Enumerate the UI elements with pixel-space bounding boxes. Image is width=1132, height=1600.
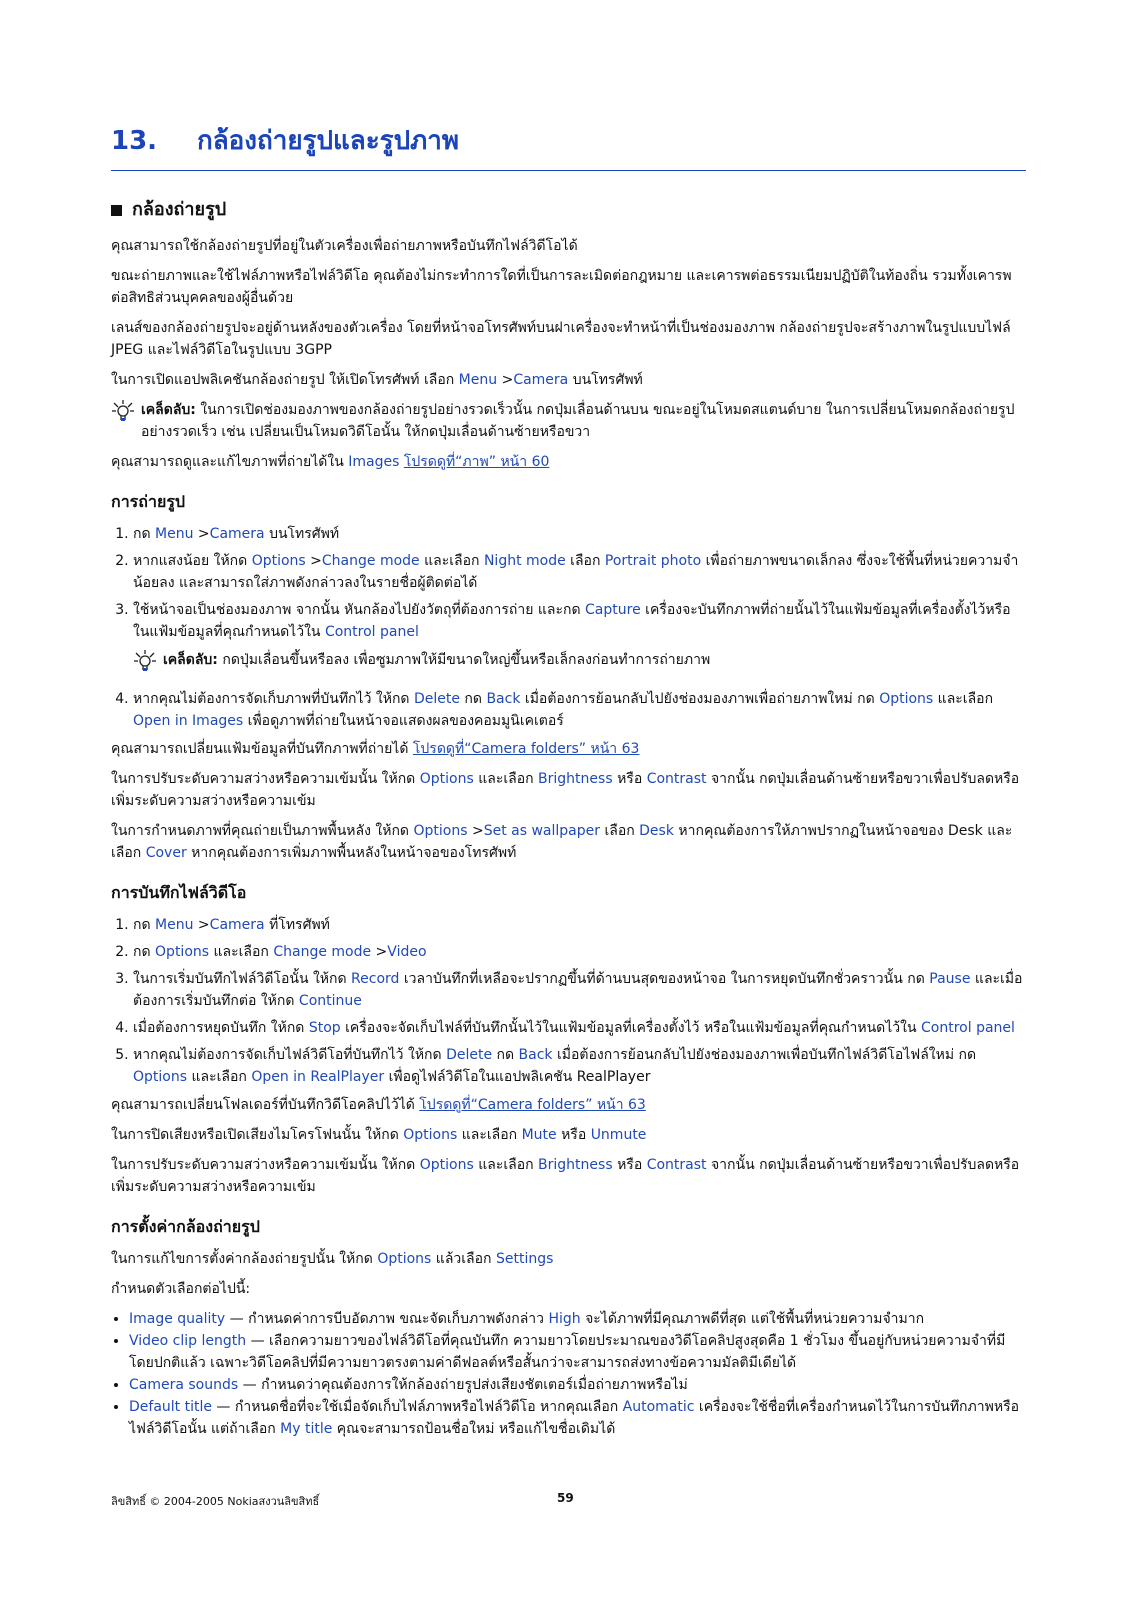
list-item: 1. กด Menu >Camera บนโทรศัพท์ [133, 523, 1026, 545]
list-item: 3. ใช้หน้าจอเป็นช่องมองภาพ จากนั้น หันกล้องไปยังวัตถุที่ต้องการถ่าย และกด Capture เครื่องจะบันทึกภาพที่ถ่ายนั้นไว้ในแฟ้มข้อมูลที่เครื่องตั้งไว้หรือในแฟ้มข้อมูลที่คุณกำหนดไว้ใน Control panel เคล็ดลับ: กดปุ่มเลื่อนขึ้นหรือลง เพื่อซูมภาพให้มีขนาดใหญ่ขึ้นหรือเล็กลงก่อนทำการถ่ายภาพ [133, 599, 1026, 680]
intro-paragraph: ขณะถ่ายภาพและใช้ไฟล์ภาพหรือไฟล์วิดีโอ คุณต้องไม่กระทำการใดที่เป็นการละเมิดต่อกฎหมาย และเคารพต่อธรรมเนียมปฏิบัติในท้องถิ่น รวมทั้งเคารพต่อสิทธิส่วนบุคคลของผู้อื่นด้วย [111, 268, 1012, 306]
list-item: 3. ในการเริ่มบันทึกไฟล์วิดีโอนั้น ให้กด Record เวลาบันทึกที่เหลือจะปรากฏขึ้นที่ด้านบนสุดของหน้าจอ ในการหยุดบันทึกชั่วคราวนั้น กด Pause และเมื่อต้องการเริ่มบันทึกต่อ ให้กด Continue [133, 968, 1026, 1012]
section-title: กล้องถ่ายรูป [132, 199, 227, 220]
list-item: 5. หากคุณไม่ต้องการจัดเก็บไฟล์วิดีโอที่บันทึกไว้ ให้กด Delete กด Back เมื่อต้องการย้อนกลับไปยังช่องมองภาพเพื่อบันทึกไฟล์วิดีโอไฟล์ใหม่ กด Options และเลือก Open in RealPlayer เพื่อดูไฟล์วิดีโอในแอปพลิเคชัน RealPlayer [133, 1044, 1026, 1088]
page-number: 59 [557, 1491, 574, 1505]
tip-box [111, 399, 1026, 443]
square-bullet-icon [111, 205, 122, 216]
camera-keyword: Camera [513, 372, 569, 388]
body-paragraph: ในการปรับระดับความสว่างหรือความเข้มนั้น ให้กด Options และเลือก Brightness หรือ Contrast จากนั้น กดปุ่มเลื่อนด้านซ้ายหรือขวาเพื่อปรับลดหรือเพิ่มระดับความสว่างหรือความเข้ม [111, 771, 1020, 809]
settings-list [111, 1308, 1026, 1440]
list-item: • Default title — กำหนดชื่อที่จะใช้เมื่อจัดเก็บไฟล์ภาพหรือไฟล์วิดีโอ หากคุณเลือก Automatic เครื่องจะใช้ชื่อที่เครื่องกำหนดไว้ในการบันทึกภาพหรือไฟล์วิดีโอนั้น แต่ถ้าเลือก My title คุณจะสามารถป้อนชื่อใหม่ หรือแก้ไขชื่อเดิมได้ [129, 1396, 1026, 1440]
page-footer [111, 1492, 1026, 1510]
tip-text: เคล็ดลับ: ในการเปิดช่องมองภาพของกล้องถ่ายรูปอย่างรวดเร็วนั้น กดปุ่มเลื่อนด้านบน ขณะอยู่ในโหมดสแตนด์บาย ในการเปลี่ยนโหมดกล้องถ่ายรูปอย่างรวดเร็ว เช่น เปลี่ยนเป็นโหมดวิดีโอนั้น ให้กดปุ่มเลื่อนด้านซ้ายหรือขวา [141, 402, 1015, 440]
list-item: 2. กด Options และเลือก Change mode >Video [133, 941, 1026, 963]
chapter-number: 13. [111, 126, 158, 156]
intro [111, 235, 1026, 473]
section-heading [111, 199, 1026, 221]
body-paragraph: ในการปิดเสียงหรือเปิดเสียงไมโครโฟนนั้น ให้กด Options และเลือก Mute หรือ Unmute [111, 1127, 647, 1143]
lightbulb-icon [111, 399, 141, 443]
camera-folders-link[interactable]: โปรดดูที่“Camera folders” หน้า 63 [419, 1097, 646, 1113]
settings-heading: การตั้งค่ากล้องถ่ายรูป [111, 1217, 260, 1236]
see-images-link[interactable]: โปรดดูที่“ภาพ” หน้า 60 [403, 454, 550, 470]
tip-box [133, 649, 1026, 680]
page-content [111, 126, 1026, 1444]
list-item: 1. กด Menu >Camera ที่โทรศัพท์ [133, 914, 1026, 936]
list-item: 4. เมื่อต้องการหยุดบันทึก ให้กด Stop เครื่องจะจัดเก็บไฟล์ที่บันทึกนั้นไว้ในแฟ้มข้อมูลที่เครื่องตั้งไว้ หรือในแฟ้มข้อมูลที่คุณกำหนดไว้ใน Control panel [133, 1017, 1026, 1039]
list-item: 2. หากแสงน้อย ให้กด Options >Change mode และเลือก Night mode เลือก Portrait photo เพื่อถ่ายภาพขนาดเล็กลง ซึ่งจะใช้พื้นที่หน่วยความจำน้อยลง และสามารถใส่ภาพดังกล่าวลงในรายชื่อผู้ติดต่อได้ [133, 550, 1026, 594]
menu-keyword: Menu [458, 372, 498, 388]
intro-paragraph: คุณสามารถใช้กล้องถ่ายรูปที่อยู่ในตัวเครื่องเพื่อถ่ายภาพหรือบันทึกไฟล์วิดีโอได้ [111, 238, 578, 254]
list-item: • Image quality — กำหนดค่าการบีบอัดภาพ ขณะจัดเก็บภาพดังกล่าว High จะได้ภาพที่มีคุณภาพดีที่สุด แต่ใช้พื้นที่หน่วยความจำมาก [129, 1308, 1026, 1330]
body-paragraph: ในการแก้ไขการตั้งค่ากล้องถ่ายรูปนั้น ให้กด Options แล้วเลือก Settings [111, 1251, 554, 1267]
chapter-title: กล้องถ่ายรูปและรูปภาพ [197, 126, 460, 156]
list-item: • Video clip length — เลือกความยาวของไฟล์วิดีโอที่คุณบันทึก ความยาวโดยประมาณของวิดีโอคลิปสูงสุดคือ 1 ชั่วโมง ขึ้นอยู่กับหน่วยความจำที่มี โดยปกติแล้ว เฉพาะวิดีโอคลิปที่มีความยาวตรงตามค่าดีฟอลต์หรือสั้นกว่าจะสามารถส่งทางข้อความมัลติมีเดียได้ [129, 1330, 1026, 1374]
body-paragraph: ในการกำหนดภาพที่คุณถ่ายเป็นภาพพื้นหลัง ให้กด Options >Set as wallpaper เลือก Desk หากคุณต้องการให้ภาพปรากฏในหน้าจอของ Desk และเลือก Cover หากคุณต้องการเพิ่มภาพพื้นหลังในหน้าจอของโทรศัพท์ [111, 823, 1013, 861]
intro-paragraph: ในการเปิดแอปพลิเคชันกล้องถ่ายรูป ให้เปิดโทรศัพท์ เลือก Menu >Camera บนโทรศัพท์ [111, 372, 643, 388]
camera-folders-link[interactable]: โปรดดูที่“Camera folders” หน้า 63 [412, 741, 640, 757]
body-paragraph: คุณสามารถเปลี่ยนแฟ้มข้อมูลที่บันทึกภาพที่ถ่ายได้ โปรดดูที่“Camera folders” หน้า 63 [111, 741, 640, 757]
list-item: 4. หากคุณไม่ต้องการจัดเก็บภาพที่บันทึกไว้ ให้กด Delete กด Back เมื่อต้องการย้อนกลับไปยังช่องมองภาพเพื่อถ่ายภาพใหม่ กด Options และเลือก Open in Images เพื่อดูภาพที่ถ่ายในหน้าจอแสดงผลของคอมมูนิเคเตอร์ [133, 688, 1026, 732]
lightbulb-icon [133, 649, 163, 680]
tip-text: เคล็ดลับ: กดปุ่มเลื่อนขึ้นหรือลง เพื่อซูมภาพให้มีขนาดใหญ่ขึ้นหรือเล็กลงก่อนทำการถ่ายภาพ [163, 652, 711, 668]
video-steps [111, 914, 1026, 1088]
video-heading: การบันทึกไฟล์วิดีโอ [111, 883, 247, 902]
body-paragraph: ในการปรับระดับความสว่างหรือความเข้มนั้น ให้กด Options และเลือก Brightness หรือ Contrast จากนั้น กดปุ่มเลื่อนด้านซ้ายหรือขวาเพื่อปรับลดหรือเพิ่มระดับความสว่างหรือความเข้ม [111, 1157, 1020, 1195]
copyright: ลิขสิทธิ์ © 2004-2005 Nokiaสงวนลิขสิทธิ์ [111, 1495, 320, 1508]
intro-paragraph: เลนส์ของกล้องถ่ายรูปจะอยู่ด้านหลังของตัวเครื่อง โดยที่หน้าจอโทรศัพท์บนฝาเครื่องจะทำหน้าที่เป็นช่องมองภาพ กล้องถ่ายรูปจะสร้างภาพในรูปแบบไฟล์ JPEG และไฟล์วิดีโอในรูปแบบ 3GPP [111, 320, 1011, 358]
images-keyword: Images [348, 454, 400, 470]
body-paragraph: กำหนดตัวเลือกต่อไปนี้: [111, 1281, 251, 1297]
list-item: • Camera sounds — กำหนดว่าคุณต้องการให้กล้องถ่ายรูปส่งเสียงชัตเตอร์เมื่อถ่ายภาพหรือไม่ [129, 1374, 1026, 1396]
photo-heading: การถ่ายรูป [111, 492, 186, 511]
photo-steps [111, 523, 1026, 732]
chapter-heading [111, 126, 1026, 171]
body-paragraph: คุณสามารถเปลี่ยนโฟลเดอร์ที่บันทึกวิดีโอคลิปไว้ได้ โปรดดูที่“Camera folders” หน้า 63 [111, 1097, 646, 1113]
intro-paragraph: คุณสามารถดูและแก้ไขภาพที่ถ่ายได้ใน Images โปรดดูที่“ภาพ” หน้า 60 [111, 454, 550, 470]
